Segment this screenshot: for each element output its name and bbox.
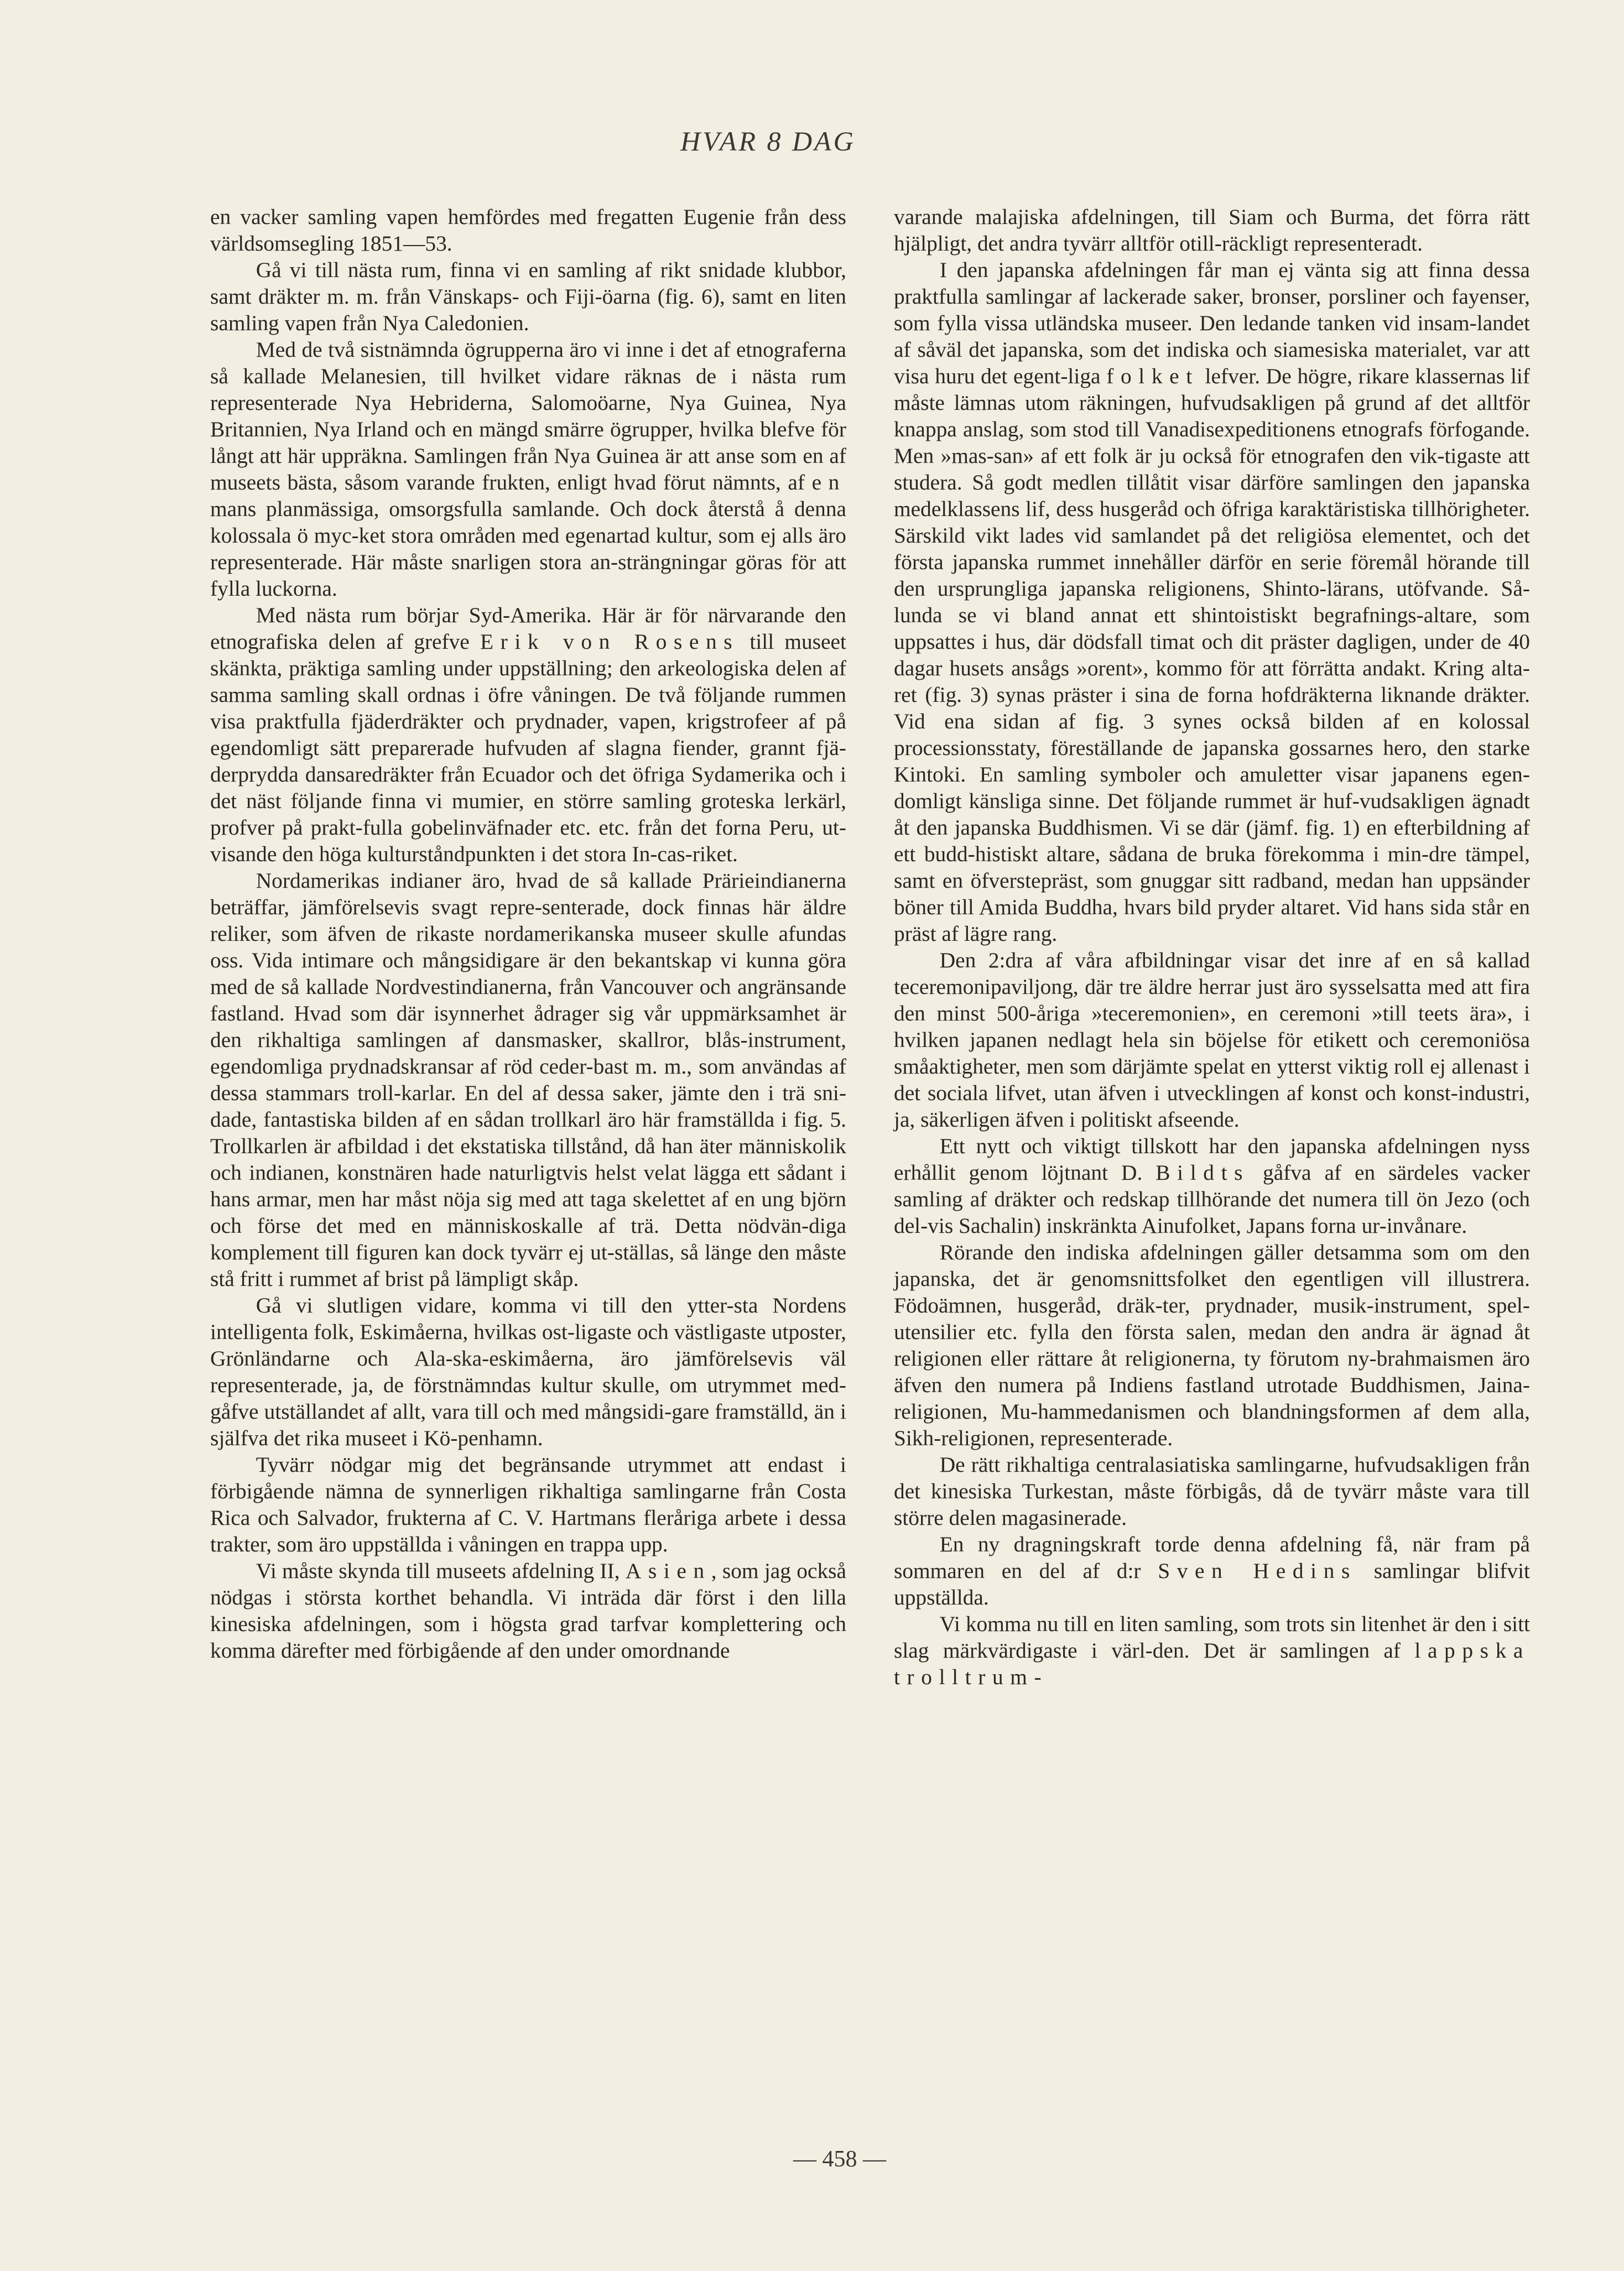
paragraph xyxy=(894,1133,1530,1239)
emphasized-word: lappska trolltrum- xyxy=(894,1638,1530,1689)
paragraph xyxy=(210,602,846,867)
paragraph-text: Med nästa rum börjar Syd-Amerika. Här är för närvarande den etnografiska delen af grefve xyxy=(210,603,846,654)
paragraph: en vacker samling vapen hemfördes med fregatten Eugenie från dess världsomsegling 1851—53. xyxy=(210,205,846,256)
paragraph xyxy=(210,336,846,602)
page-number: — 458 — xyxy=(793,2147,886,2172)
paragraph xyxy=(210,1558,846,1664)
paragraph-text: Med de två sistnämnda ögrupperna äro vi inne i det af etnograferna så kallade Melanesien, till hvilket vidare räknas de i nästa rum representerade Nya Hebriderna, Salomoöarne, Nya Guinea, Nya Britannien, Nya Irland och en mängd smärre ögrupper, hvilka blefve för långt att här uppräkna. Samlingen från Nya Guinea är att anse som en af museets bästa, såsom varande frukten, enligt hvad förut nämnts, af xyxy=(210,337,846,494)
paragraph-text: samlingar blifvit uppställda. xyxy=(894,1559,1530,1610)
paragraph: Gå vi slutligen vidare, komma vi till den ytter-sta Nordens intelligenta folk, Eskimåerna, hvilkas ost-ligaste och västligaste utposter, Grönländarne och Ala-ska-eskimåerna, äro jämförelsevis väl representerade, ja, de förstnämndas kultur skulle, om utrymmet med-gåfve utställandet af allt, vara till och med mångsidi-gare framställd, än i själfva det rika museet i Kö-penhamn. xyxy=(210,1293,846,1450)
paragraph: Tyvärr nödgar mig det begränsande utrymmet att endast i förbigående nämna de synnerligen rikhaltiga samlingarne från Costa Rica och Salvador, frukterna af C. V. Hartmans fleråriga arbete i dessa trakter, som äro uppställda i våningen en trappa upp. xyxy=(210,1452,846,1556)
paragraph xyxy=(894,257,1530,947)
person-name: Erik von Rosens xyxy=(480,629,740,654)
paragraph-text: mans planmässiga, omsorgsfulla samlande. Och dock återstå å denna kolossala ö myc-ket stora områden med egenartad kultur, som ej alls äro representerade. Här måste snarligen stora an-strängningar göras för att fylla luckorna. xyxy=(210,497,846,601)
emphasized-word: en xyxy=(811,470,846,494)
paragraph-text: Vi måste skynda till museets afdelning II, xyxy=(256,1559,620,1583)
paragraph-text: lefver. De högre, rikare klassernas lif måste lämnas utom räkningen, hufvudsakligen på grund af det alltför knappa anslag, som stod till Vanadisexpeditionens etnografs förfogande. Men »mas-san» af ett folk är ju också för etnografen den vik-tigaste att studera. Så godt medlen tillåtit visar därföre samlingen den japanska medelklassens lif, dess husgeråd och öfriga karaktäristiska tillhörigheter. Särskild vikt lades vid samlandet på det religiösa elementet, och det första japanska rummet innehåller därför en serie föremål hörande till den ursprungliga japanska religionens, Shinto-lärans, utöfvande. Så-lunda se vi bland annat ett shintoistiskt begrafnings-altare, som uppsattes i hus, där dödsfall timat och dit präster dagligen, under de 40 dagar husets ansågs »orent», kommo för att förrätta andakt. Kring alta-ret (fig. 3) synas präster i sina de forna hofdräkterna liknande dräkter. Vid ena sidan af fig. 3 synes också bilden af en kolossal processionsstaty, föreställande de japanska gossarnes hero, den starke Kintoki. En samling symboler och amuletter visar japanens egen-domligt känsliga sinne. Det följande rummet är huf-vudsakligen ägnadt åt den japanska Buddhismen. Vi se där (jämf. fig. 1) en efterbildning af ett budd-histiskt altare, sådana de bruka förekomma i min-dre tämpel, samt en öfverstepräst, som gnuggar sitt radband, medan han uppsänder böner till Amida Buddha, hvars bild pryder altaret. Vid hans sida står en präst af lägre rang. xyxy=(894,364,1530,946)
paragraph: Nordamerikas indianer äro, hvad de så kallade Prärieindianerna beträffar, jämförelsevis svagt repre-senterade, dock finnas här äldre reliker, som äfven de rikaste nordamerikanska museer skulle afundas oss. Vida intimare och mångsidigare är den bekantskap vi kunna göra med de så kallade Nordvestindianerna, från Vancouver och angränsande fastland. Hvad som där isynnerhet ådrager sig vår uppmärksamhet är den rikhaltiga samlingen af dansmasker, skallror, blås-instrument, egendomliga prydnadskransar af röd ceder-bast m. m., som användas af dessa stammars troll-karlar. En del af dessa saker, jämte den i trä sni-dade, fantastiska bilden af en sådan trollkarl äro här framställda i fig. 5. Trollkarlen är afbildad i det ekstatiska tillstånd, då han äter människolik och indianen, konstnären hade naturligtvis helst velat lägga ett sådant i hans armar, men har måst nöja sig med att taga skelettet af en ung björn och förse det med en människoskalle af trä. Detta nödvän-diga komplement till figuren kan dock tyvärr ej ut-ställas, så länge den måste stå fritt i rummet af brist på lämpligt skåp. xyxy=(210,868,846,1291)
paragraph xyxy=(894,1531,1530,1611)
paragraph-text: En ny dragningskraft torde denna afdelning få, när fram på sommaren en del af d:r xyxy=(894,1532,1530,1583)
person-name: Bildts xyxy=(1155,1160,1250,1185)
emphasized-word: folket xyxy=(1106,364,1199,388)
left-column xyxy=(210,204,846,1664)
paragraph: Rörande den indiska afdelningen gäller detsamma som om den japanska, det är genomsnittsfolket den egentligen vill illustrera. Födoämnen, husgeråd, dräk-ter, prydnader, musik-instrument, spel-utensilier etc. fylla den första salen, medan den andra är ägnad åt religionen eller rättare åt religionerna, ty förutom ny-brahmaismen äro äfven den numera på Indiens fastland utrotade Buddhismen, Jaina-religionen, Mu-hammedanismen och blandningsformen af dem alla, Sikh-religionen, representerade. xyxy=(894,1240,1530,1450)
paragraph xyxy=(894,1611,1530,1690)
paragraph-text: gåfva af en särdeles vacker samling af dräkter och redskap tillhörande det numera till ön Jezo (och del-vis Sachalin) inskränkta Ainufolket, Japans forna ur-invånare. xyxy=(894,1160,1530,1238)
paragraph: Den 2:dra af våra afbildningar visar det inre af en så kallad teceremonipaviljong, där tre äldre herrar just äro sysselsatta med att fira den minst 500-åriga »teceremonien», en ceremoni »till teets ära», i hvilken japanen nedlagt hela sin böjelse för etikett och ceremoniösa småaktigheter, men som därjämte spelat en ytterst viktig roll ej allenast i det sociala lifvet, utan äfven i utvecklingen af konst och konst-industri, ja, säkerligen äfven i politiskt afseende. xyxy=(894,948,1530,1132)
running-head: HVAR 8 DAG xyxy=(680,126,856,157)
paragraph-text: Vi komma nu till en liten samling, som trots sin litenhet är den i sitt slag märkvärdigaste i värl-den. Det är samlingen af xyxy=(894,1612,1530,1663)
paragraph-text: Ett nytt och viktigt tillskott har den japanska afdelningen nyss erhållit genom löjtnant D. xyxy=(894,1134,1530,1185)
paragraph: varande malajiska afdelningen, till Siam och Burma, det förra rätt hjälpligt, det andra tyvärr alltför otill-räckligt representeradt. xyxy=(894,205,1530,256)
paragraph-text: I den japanska afdelningen får man ej vänta sig att finna dessa praktfulla samlingar af lackerade saker, bronser, porsliner och fayenser, som fylla vissa utländska museer. Den ledande tanken vid insam-landet af såväl det japanska, som det indiska och siamesiska materialet, var att visa huru det egent-liga xyxy=(894,258,1530,388)
paragraph-text: , som jag också nödgas i största korthet behandla. Vi inträda där först i den lilla kinesiska afdelningen, som i högsta grad tarfvar komplettering och komma därefter med förbigående af den under omordnande xyxy=(210,1559,846,1663)
person-name: Sven Hedins xyxy=(1158,1559,1357,1583)
paragraph: De rätt rikhaltiga centralasiatiska samlingarne, hufvudsakligen från det kinesiska Turkestan, måste förbigås, då de tyvärr måste vara till större delen magasinerade. xyxy=(894,1452,1530,1530)
section-name: Asien xyxy=(625,1559,711,1583)
paragraph: Gå vi till nästa rum, finna vi en samling af rikt snidade klubbor, samt dräkter m. m. från Vänskaps- och Fiji-öarna (fig. 6), samt en liten samling vapen från Nya Caledonien. xyxy=(210,258,846,335)
right-column xyxy=(894,204,1530,1690)
paragraph-text: till museet skänkta, präktiga samling under uppställning; den arkeologiska delen af samma samling skall ordnas i öfre våningen. De två följande rummen visa praktfulla fjäderdräkter och prydnader, vapen, krigstrofeer af på egendomligt sätt preparerade hufvuden af slagna fiender, grannt fjä-derprydda dansaredräkter från Ecuador och det öfriga Sydamerika och i det näst följande finna vi mumier, en större samling groteska lerkärl, profver på prakt-fulla gobelinväfnader etc. etc. från det forna Peru, ut-visande den höga kulturståndpunkten i det stora In-cas-riket. xyxy=(210,629,846,866)
